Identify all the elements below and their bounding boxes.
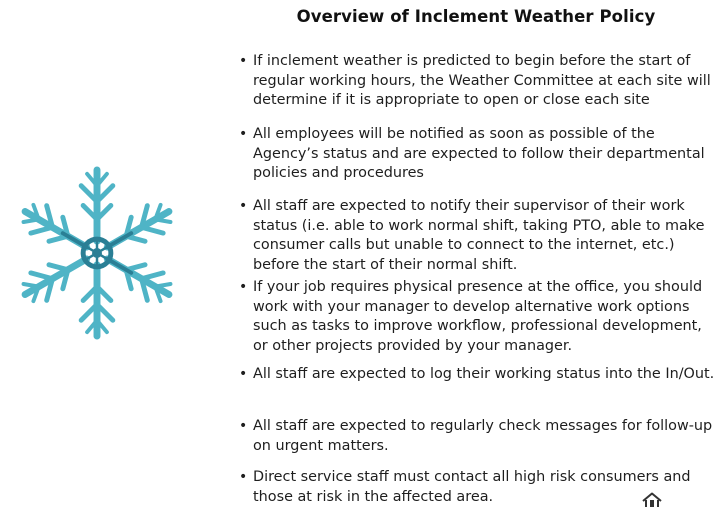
bullet-dot: • [239,126,248,142]
list-item [236,417,720,456]
snowflake-icon [8,162,186,344]
list-item-text: Direct service staff must contact all high risk consumers and those at risk in the affected area. [253,469,691,505]
list-item [236,278,720,356]
list-item-text: All staff are expected to log their working status into the In/Out. [253,366,715,382]
bullet-dot: • [239,53,248,69]
bullet-dot: • [239,469,248,485]
list-item [236,197,720,275]
bullet-dot: • [239,198,248,214]
list-item-text: All staff are expected to notify their supervisor of their work status (i.e. able to work normal shift, taking PTO, able to make consumer calls but unable to connect to the internet, etc.) before the start of their normal shift. [253,198,705,273]
list-item-text: If your job requires physical presence at the office, you should work with your manager to develop alternative work options such as tasks to improve workflow, professional development, or other projects provided by your manager. [253,279,703,354]
list-item [236,52,720,111]
bullet-dot: • [239,279,248,295]
list-item-text: If inclement weather is predicted to begin before the start of regular working hours, the Weather Committee at each site will determine if it is appropriate to open or close each site [253,53,711,109]
bullet-dot: • [239,366,248,382]
page-title: Overview of Inclement Weather Policy [296,7,656,26]
home-icon [641,492,663,507]
list-item-text: All staff are expected to regularly check messages for follow-up on urgent matters. [253,418,713,454]
bullet-dot: • [239,418,248,434]
list-item [236,365,720,385]
list-item-text: All employees will be notified as soon as possible of the Agency’s status and are expected to follow their departmental policies and procedures [253,126,705,182]
list-item [236,125,720,184]
